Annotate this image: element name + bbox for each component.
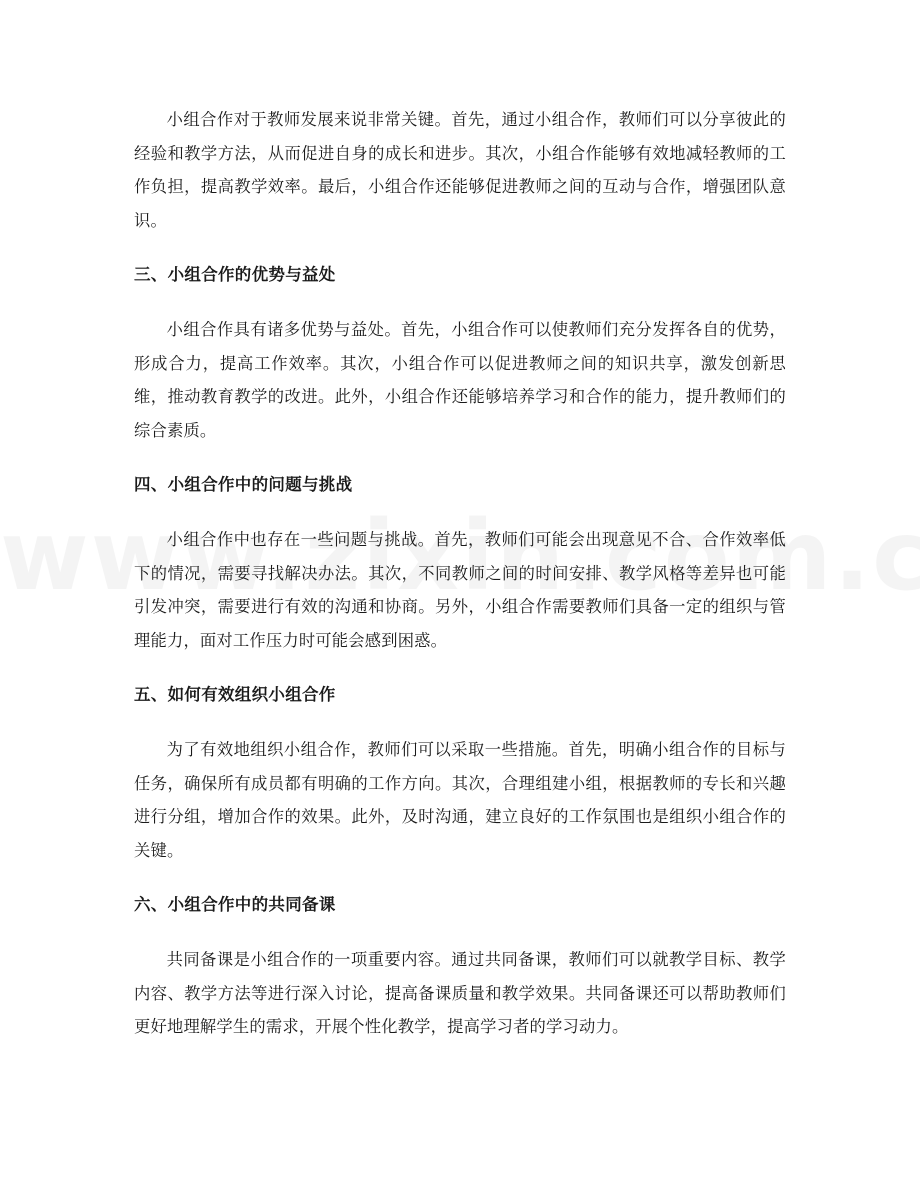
- section-heading-6: 六、小组合作中的共同备课: [134, 895, 336, 914]
- section-body-4: 小组合作中也存在一些问题与挑战。首先，教师们可能会出现意见不合、合作效率低下的情况，需要寻找解决办法。其次，不同教师之间的时间安排、教学风格等差异也可能引发冲突，需要进行有效的沟通和协商。另外，小组合作需要教师们具备一定的组织与管理能力，面对工作压力时可能会感到困惑。: [134, 530, 786, 650]
- section-heading-3: 三、小组合作的优势与益处: [134, 265, 336, 284]
- section-heading-5: 五、如何有效组织小组合作: [134, 685, 336, 704]
- intro-paragraph: 小组合作对于教师发展来说非常关键。首先，通过小组合作，教师们可以分享彼此的经验和教学方法，从而促进自身的成长和进步。其次，小组合作能够有效地减轻教师的工作负担，提高教学效率。最后，小组合作还能够促进教师之间的互动与合作，增强团队意识。: [134, 110, 786, 230]
- section-heading-4: 四、小组合作中的问题与挑战: [134, 475, 353, 494]
- document-body: [134, 103, 786, 1044]
- section-body-6: 共同备课是小组合作的一项重要内容。通过共同备课，教师们可以就教学目标、教学内容、教学方法等进行深入讨论，提高备课质量和教学效果。共同备课还可以帮助教师们更好地理解学生的需求，开展个性化教学，提高学习者的学习动力。: [134, 950, 786, 1036]
- section-body-3: 小组合作具有诸多优势与益处。首先，小组合作可以使教师们充分发挥各自的优势，形成合力，提高工作效率。其次，小组合作可以促进教师之间的知识共享，激发创新思维，推动教育教学的改进。此外，小组合作还能够培养学习和合作的能力，提升教师们的综合素质。: [134, 320, 786, 440]
- section-body-5: 为了有效地组织小组合作，教师们可以采取一些措施。首先，明确小组合作的目标与任务，确保所有成员都有明确的工作方向。其次，合理组建小组，根据教师的专长和兴趣进行分组，增加合作的效果。此外，及时沟通，建立良好的工作氛围也是组织小组合作的关键。: [134, 740, 786, 860]
